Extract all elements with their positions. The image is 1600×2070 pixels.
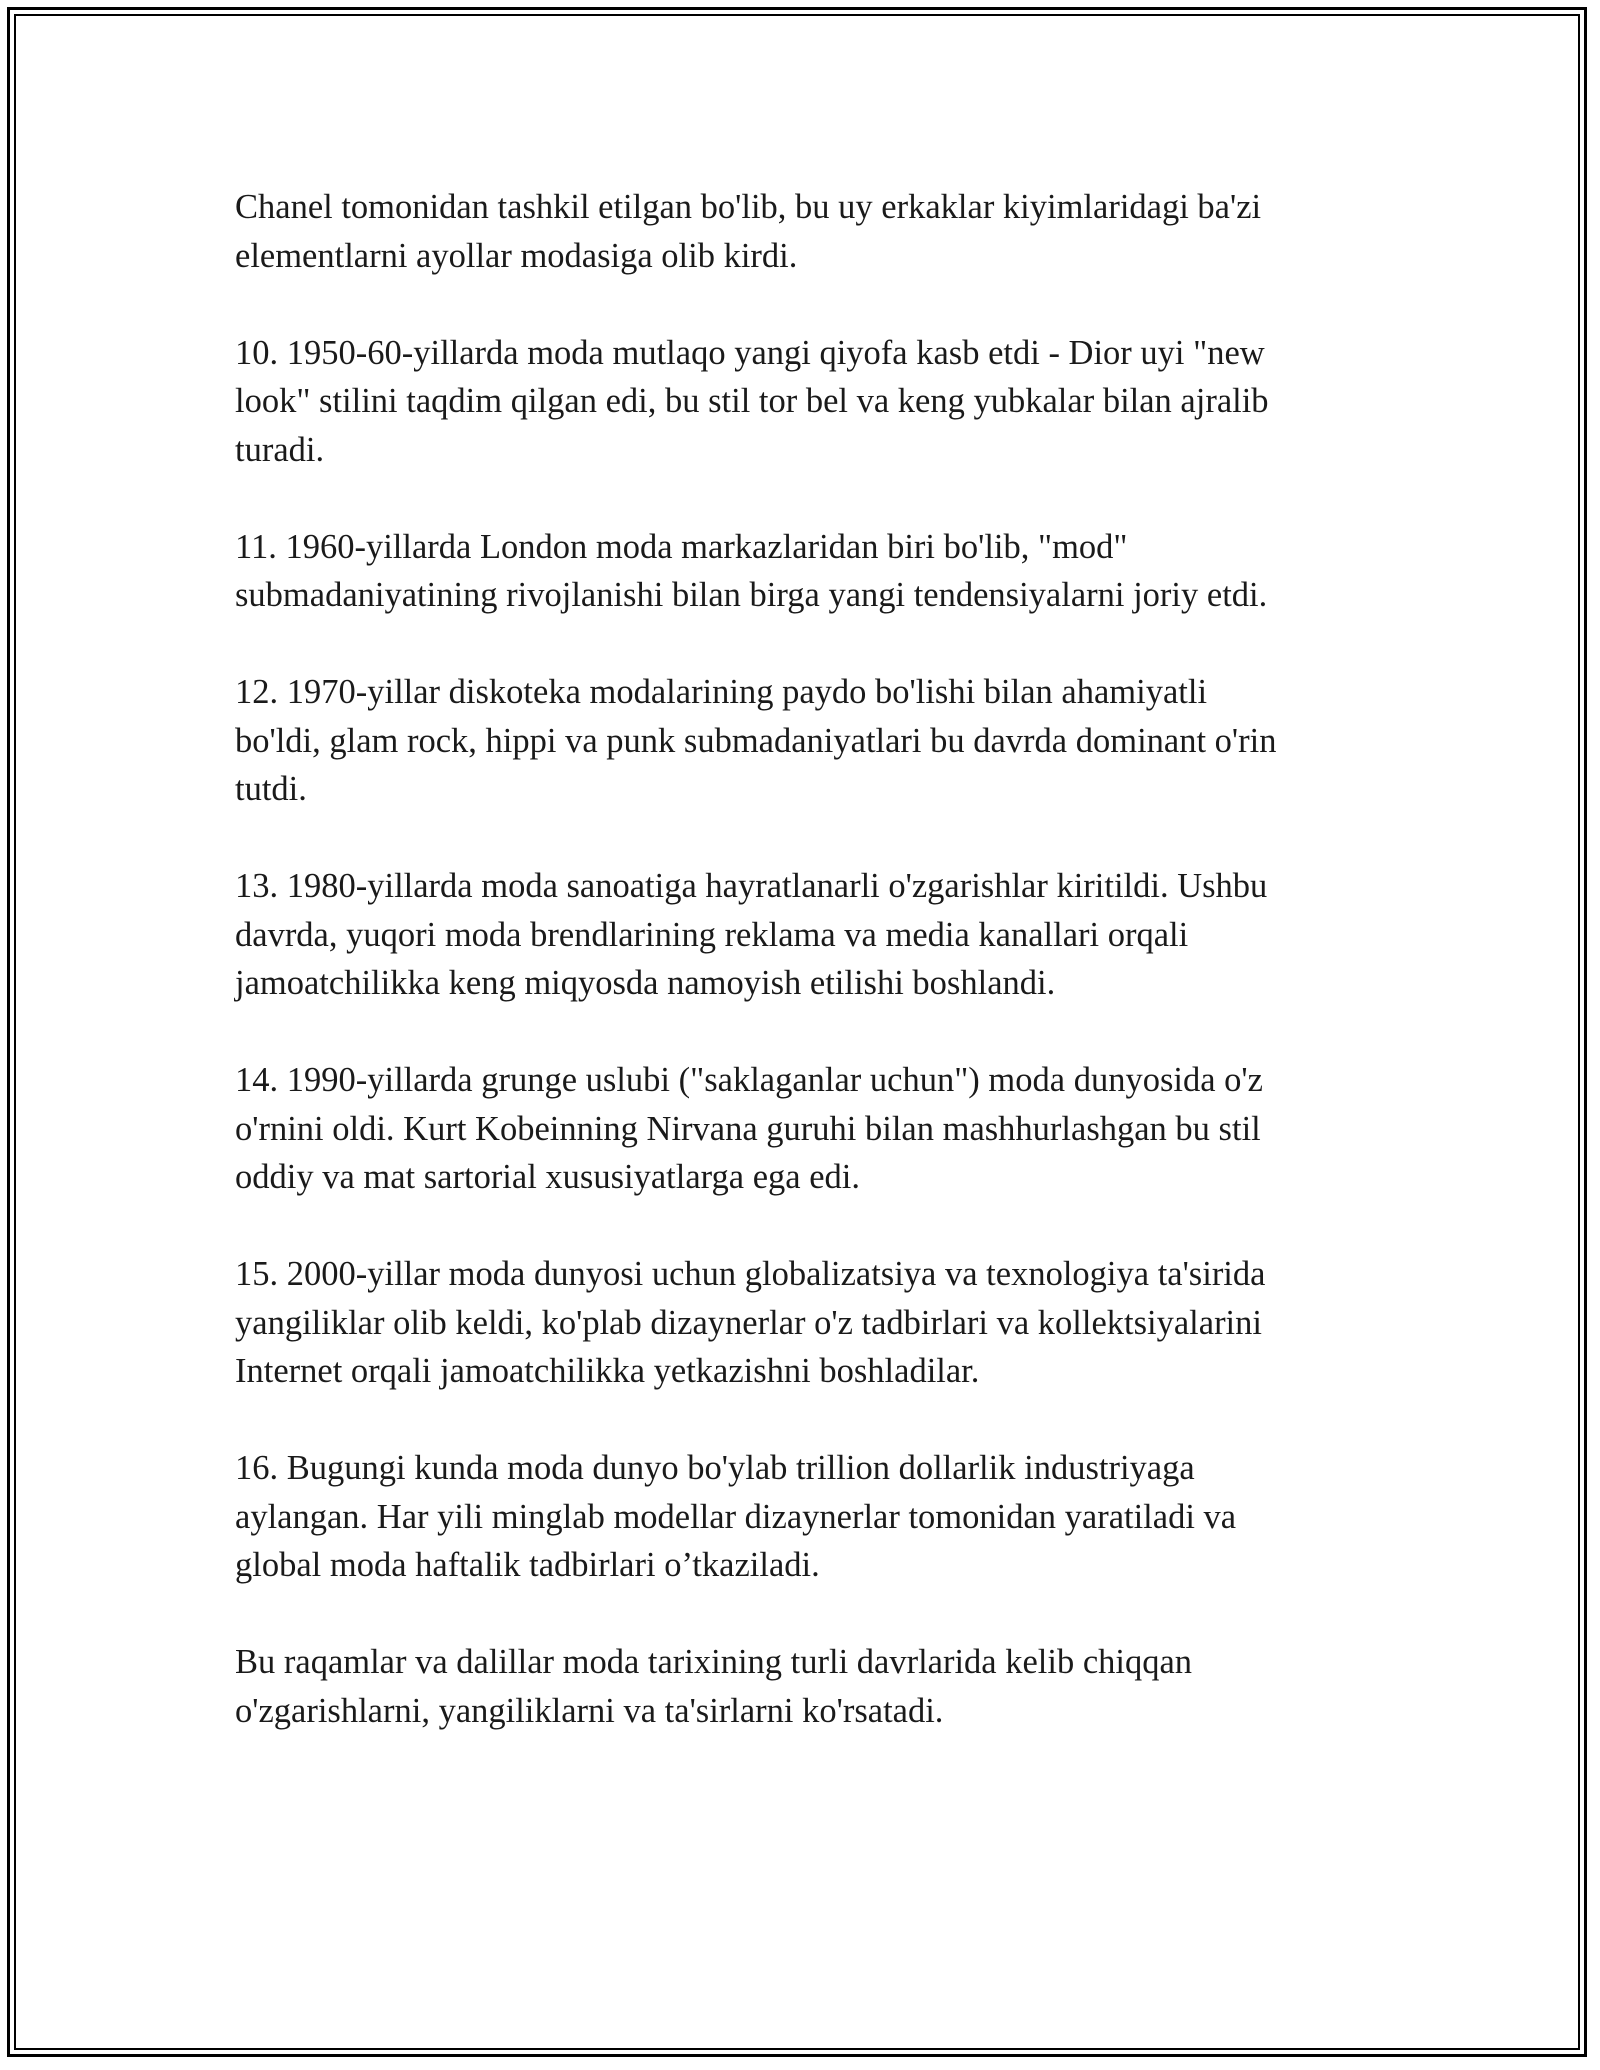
text-line: submadaniyatining rivojlanishi bilan birga yangi tendensiyalarni joriy etdi. [235, 576, 1268, 614]
text-line: bo'ldi, glam rock, hippi va punk submadaniyatlari bu davrda dominant o'rin [235, 721, 1277, 760]
text-line: 11. 1960-yillarda London moda markazlaridan biri bo'lib, "mod" [235, 527, 1128, 566]
document-body [235, 183, 1355, 1784]
paragraph-conclusion [235, 1638, 1355, 1735]
text-line: 13. 1980-yillarda moda sanoatiga hayratlanarli o'zgarishlar kiritildi. Ushbu [235, 867, 1268, 905]
paragraph-item-11 [235, 523, 1355, 620]
text-line: 12. 1970-yillar diskoteka modalarining paydo bo'lishi bilan ahamiyatli [235, 673, 1208, 711]
text-line: turadi. [235, 430, 325, 469]
text-line: 16. Bugungi kunda moda dunyo bo'ylab trillion dollarlik industriyaga [235, 1449, 1195, 1487]
text-line: tutdi. [235, 770, 307, 808]
text-line: aylangan. Har yili minglab modellar dizaynerlar tomonidan yaratiladi va [235, 1497, 1237, 1536]
paragraph-item-12 [235, 668, 1355, 814]
text-line: global moda haftalik tadbirlari o’tkaziladi. [235, 1546, 820, 1584]
text-line: davrda, yuqori moda brendlarining reklama va media kanallari orqali [235, 915, 1189, 954]
paragraph-item-10 [235, 329, 1355, 475]
text-line: 15. 2000-yillar moda dunyosi uchun globalizatsiya va texnologiya ta'sirida [235, 1255, 1266, 1293]
text-line: look" stilini taqdim qilgan edi, bu stil tor bel va keng yubkalar bilan ajralib [235, 382, 1269, 420]
text-line: 14. 1990-yillarda grunge uslubi ("saklaganlar uchun") moda dunyosida o'z [235, 1061, 1263, 1099]
text-line: Internet orqali jamoatchilikka yetkazishni boshladilar. [235, 1352, 980, 1390]
text-line: o'rnini oldi. Kurt Kobeinning Nirvana guruhi bilan mashhurlashgan bu stil [235, 1109, 1261, 1148]
paragraph-item-14 [235, 1056, 1355, 1202]
paragraph-item-16 [235, 1444, 1355, 1590]
paragraph-item-13 [235, 862, 1355, 1008]
paragraph-chanel [235, 183, 1355, 280]
text-line: jamoatchilikka keng miqyosda namoyish etilishi boshlandi. [235, 964, 1056, 1002]
paragraph-item-15 [235, 1250, 1355, 1396]
text-line: 10. 1950-60-yillarda moda mutlaqo yangi qiyofa kasb etdi - Dior uyi "new [235, 333, 1265, 372]
text-line: Bu raqamlar va dalillar moda tarixining turli davrlarida kelib chiqqan [235, 1643, 1193, 1681]
text-line: yangiliklar olib keldi, ko'plab dizaynerlar o'z tadbirlari va kollektsiyalarini [235, 1303, 1262, 1342]
text-line: o'zgarishlarni, yangiliklarni va ta'sirlarni ko'rsatadi. [235, 1691, 944, 1730]
text-line: elementlarni ayollar modasiga olib kirdi. [235, 236, 798, 275]
text-line: Chanel tomonidan tashkil etilgan bo'lib, bu uy erkaklar kiyimlaridagi ba'zi [235, 188, 1262, 226]
text-line: oddiy va mat sartorial xususiyatlarga ega edi. [235, 1158, 860, 1196]
